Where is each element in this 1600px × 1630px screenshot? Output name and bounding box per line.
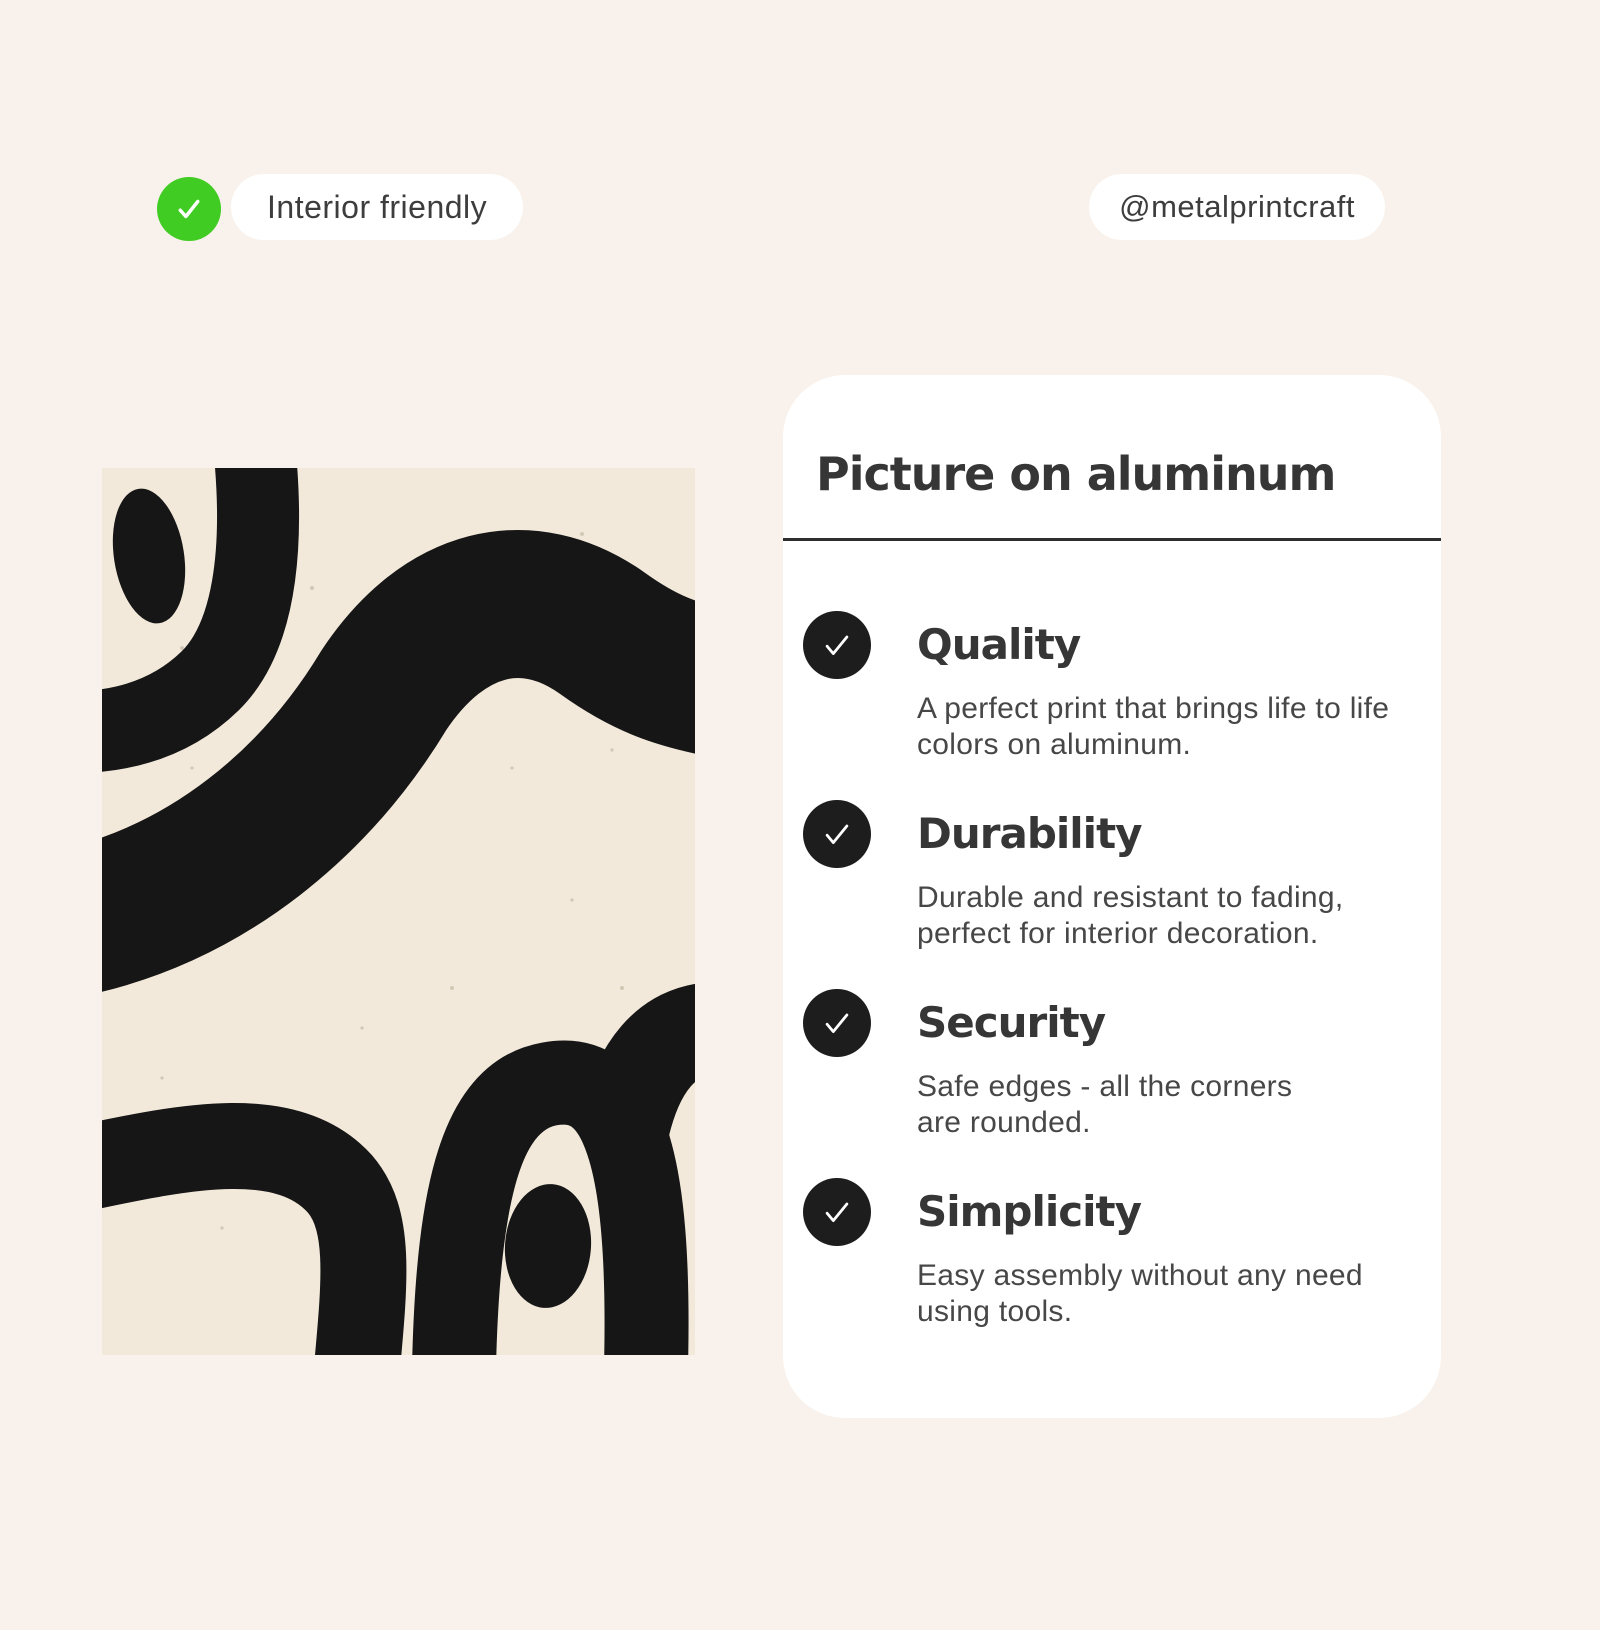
black-check-badge (803, 611, 871, 679)
feature-description-line1: Durable and resistant to fading, (917, 881, 1344, 914)
feature-row-simplicity (803, 1178, 1403, 1348)
checkmark-icon (816, 1002, 858, 1044)
poster-preview (102, 468, 695, 1355)
black-check-badge (803, 1178, 871, 1246)
feature-description (917, 880, 1344, 952)
interior-friendly-badge (231, 174, 523, 240)
feature-description-line1: A perfect print that brings life to life (917, 692, 1390, 725)
feature-description (917, 691, 1389, 763)
feature-name: Durability (917, 809, 1142, 858)
feature-description (917, 1258, 1363, 1330)
feature-row-security (803, 989, 1403, 1159)
feature-row-durability (803, 800, 1403, 970)
product-info-card (783, 375, 1441, 1418)
checkmark-icon (816, 624, 858, 666)
checkmark-icon (816, 813, 858, 855)
social-handle-badge[interactable] (1089, 174, 1385, 240)
wavy-art-svg (102, 468, 695, 1355)
social-handle-label: @metalprintcraft (1119, 189, 1355, 224)
feature-description-line1: Easy assembly without any need (917, 1259, 1363, 1292)
black-check-badge (803, 800, 871, 868)
black-check-badge (803, 989, 871, 1057)
green-check-badge (157, 177, 221, 241)
feature-description-line2: colors on aluminum. (917, 728, 1192, 761)
checkmark-icon (816, 1191, 858, 1233)
interior-friendly-label: Interior friendly (267, 188, 488, 225)
title-divider (783, 538, 1441, 541)
feature-name: Simplicity (917, 1187, 1142, 1236)
card-title: Picture on aluminum (816, 447, 1336, 501)
feature-description-line2: using tools. (917, 1295, 1073, 1328)
feature-description-line2: perfect for interior decoration. (917, 917, 1319, 950)
feature-name: Quality (917, 620, 1081, 669)
wave-bands (102, 468, 695, 1355)
feature-row-quality (803, 611, 1403, 781)
checkmark-icon (169, 189, 209, 229)
feature-description-line2: are rounded. (917, 1106, 1091, 1139)
feature-description (917, 1069, 1292, 1141)
feature-name: Security (917, 998, 1106, 1047)
feature-description-line1: Safe edges - all the corners (917, 1070, 1293, 1103)
